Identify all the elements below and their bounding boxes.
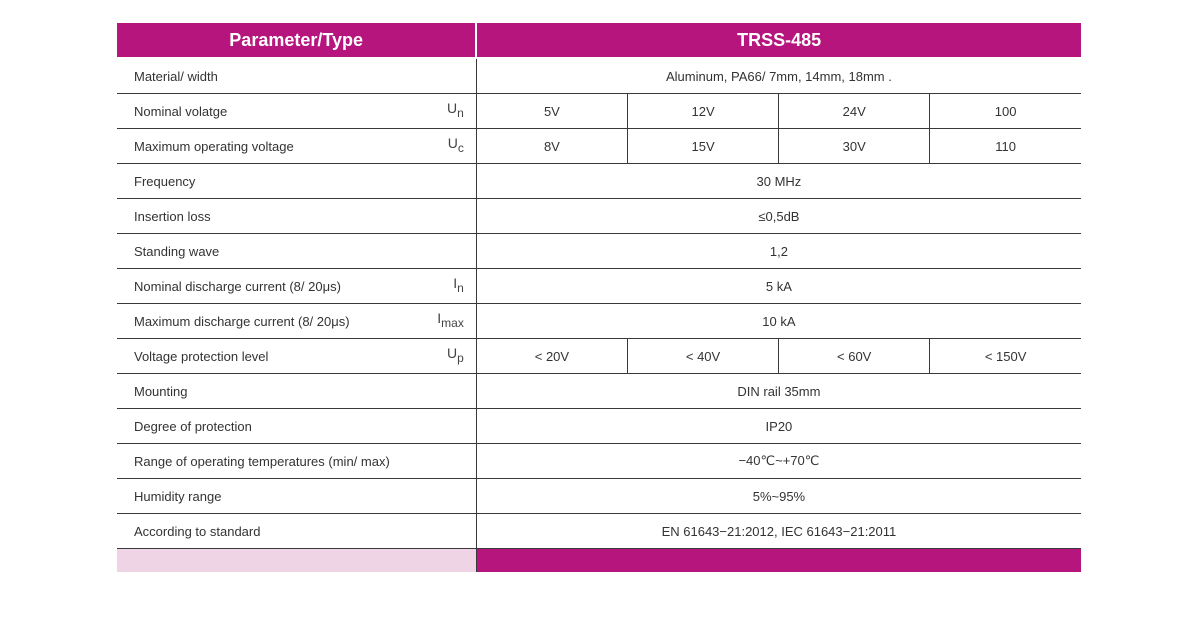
value-cell: IP20 <box>476 409 1081 444</box>
param-cell <box>117 234 476 269</box>
value-cell: ≤0,5dB <box>476 199 1081 234</box>
value-cell: 30 MHz <box>476 164 1081 199</box>
table-row <box>117 129 1081 164</box>
value-cell: < 20V <box>476 339 627 374</box>
param-label: Degree of protection <box>134 418 252 434</box>
table-row <box>117 339 1081 374</box>
param-label: Nominal discharge current (8/ 20μs) <box>134 278 341 294</box>
param-cell <box>117 374 476 409</box>
symbol-base: U <box>447 345 458 361</box>
value-cell: 110 <box>930 129 1081 164</box>
symbol-subscript: c <box>457 140 464 155</box>
table-row <box>117 409 1081 444</box>
table-row <box>117 304 1081 339</box>
table-row <box>117 58 1081 94</box>
param-label: Nominal volatge <box>134 103 228 119</box>
value-cell: Aluminum, PA66/ 7mm, 14mm, 18mm . <box>476 58 1081 94</box>
value-cell: 5V <box>476 94 627 129</box>
param-cell <box>117 339 476 374</box>
footer-right <box>476 549 1081 573</box>
value-cell: 100 <box>930 94 1081 129</box>
value-cell: 1,2 <box>476 234 1081 269</box>
value-cell: EN 61643−21:2012, IEC 61643−21:2011 <box>476 514 1081 549</box>
symbol-base: U <box>447 100 458 116</box>
symbol-base: I <box>453 275 458 291</box>
param-cell <box>117 58 476 94</box>
value-cell: 30V <box>779 129 930 164</box>
footer-left <box>117 549 476 573</box>
value-cell: 10 kA <box>476 304 1081 339</box>
param-label: Voltage protection level <box>134 348 269 364</box>
param-cell <box>117 514 476 549</box>
spec-table <box>117 23 1081 572</box>
symbol-base: U <box>447 135 458 151</box>
param-label: Humidity range <box>134 488 222 504</box>
table-row <box>117 94 1081 129</box>
param-symbol <box>448 135 464 155</box>
symbol-subscript: n <box>457 280 464 295</box>
table-row <box>117 479 1081 514</box>
param-cell <box>117 479 476 514</box>
value-cell: 5 kA <box>476 269 1081 304</box>
value-cell: 12V <box>627 94 778 129</box>
param-label: Insertion loss <box>134 208 211 224</box>
value-cell: 8V <box>476 129 627 164</box>
value-cell: 24V <box>779 94 930 129</box>
header-row <box>117 23 1081 58</box>
param-cell <box>117 269 476 304</box>
param-cell <box>117 164 476 199</box>
footer-band <box>117 549 1081 573</box>
param-cell <box>117 409 476 444</box>
param-symbol <box>447 345 464 365</box>
param-label: Material/ width <box>134 68 218 84</box>
value-cell: DIN rail 35mm <box>476 374 1081 409</box>
value-cell: 15V <box>627 129 778 164</box>
table-row <box>117 269 1081 304</box>
table-row <box>117 234 1081 269</box>
symbol-subscript: n <box>457 105 464 120</box>
param-symbol <box>437 310 464 330</box>
param-label: According to standard <box>134 523 261 539</box>
table-row <box>117 374 1081 409</box>
symbol-subscript: max <box>441 315 464 330</box>
param-cell <box>117 94 476 129</box>
table-row <box>117 444 1081 479</box>
header-parameter: Parameter/Type <box>117 23 476 58</box>
value-cell: < 60V <box>779 339 930 374</box>
value-cell: 5%~95% <box>476 479 1081 514</box>
param-symbol <box>447 100 464 120</box>
param-cell <box>117 444 476 479</box>
header-type: TRSS-485 <box>476 23 1081 58</box>
symbol-subscript: p <box>457 350 464 365</box>
param-cell <box>117 129 476 164</box>
param-label: Frequency <box>134 173 196 189</box>
value-cell: −40℃~+70℃ <box>476 444 1081 479</box>
param-label: Maximum discharge current (8/ 20μs) <box>134 313 350 329</box>
table-row <box>117 514 1081 549</box>
table-row <box>117 164 1081 199</box>
param-label: Range of operating temperatures (min/ max) <box>134 453 390 469</box>
param-label: Maximum operating voltage <box>134 138 294 154</box>
param-cell <box>117 304 476 339</box>
value-cell: < 40V <box>627 339 778 374</box>
symbol-base: I <box>437 310 442 326</box>
param-label: Standing wave <box>134 243 220 259</box>
param-label: Mounting <box>134 383 188 399</box>
param-cell <box>117 199 476 234</box>
table-row <box>117 199 1081 234</box>
value-cell: < 150V <box>930 339 1081 374</box>
param-symbol <box>453 275 464 295</box>
